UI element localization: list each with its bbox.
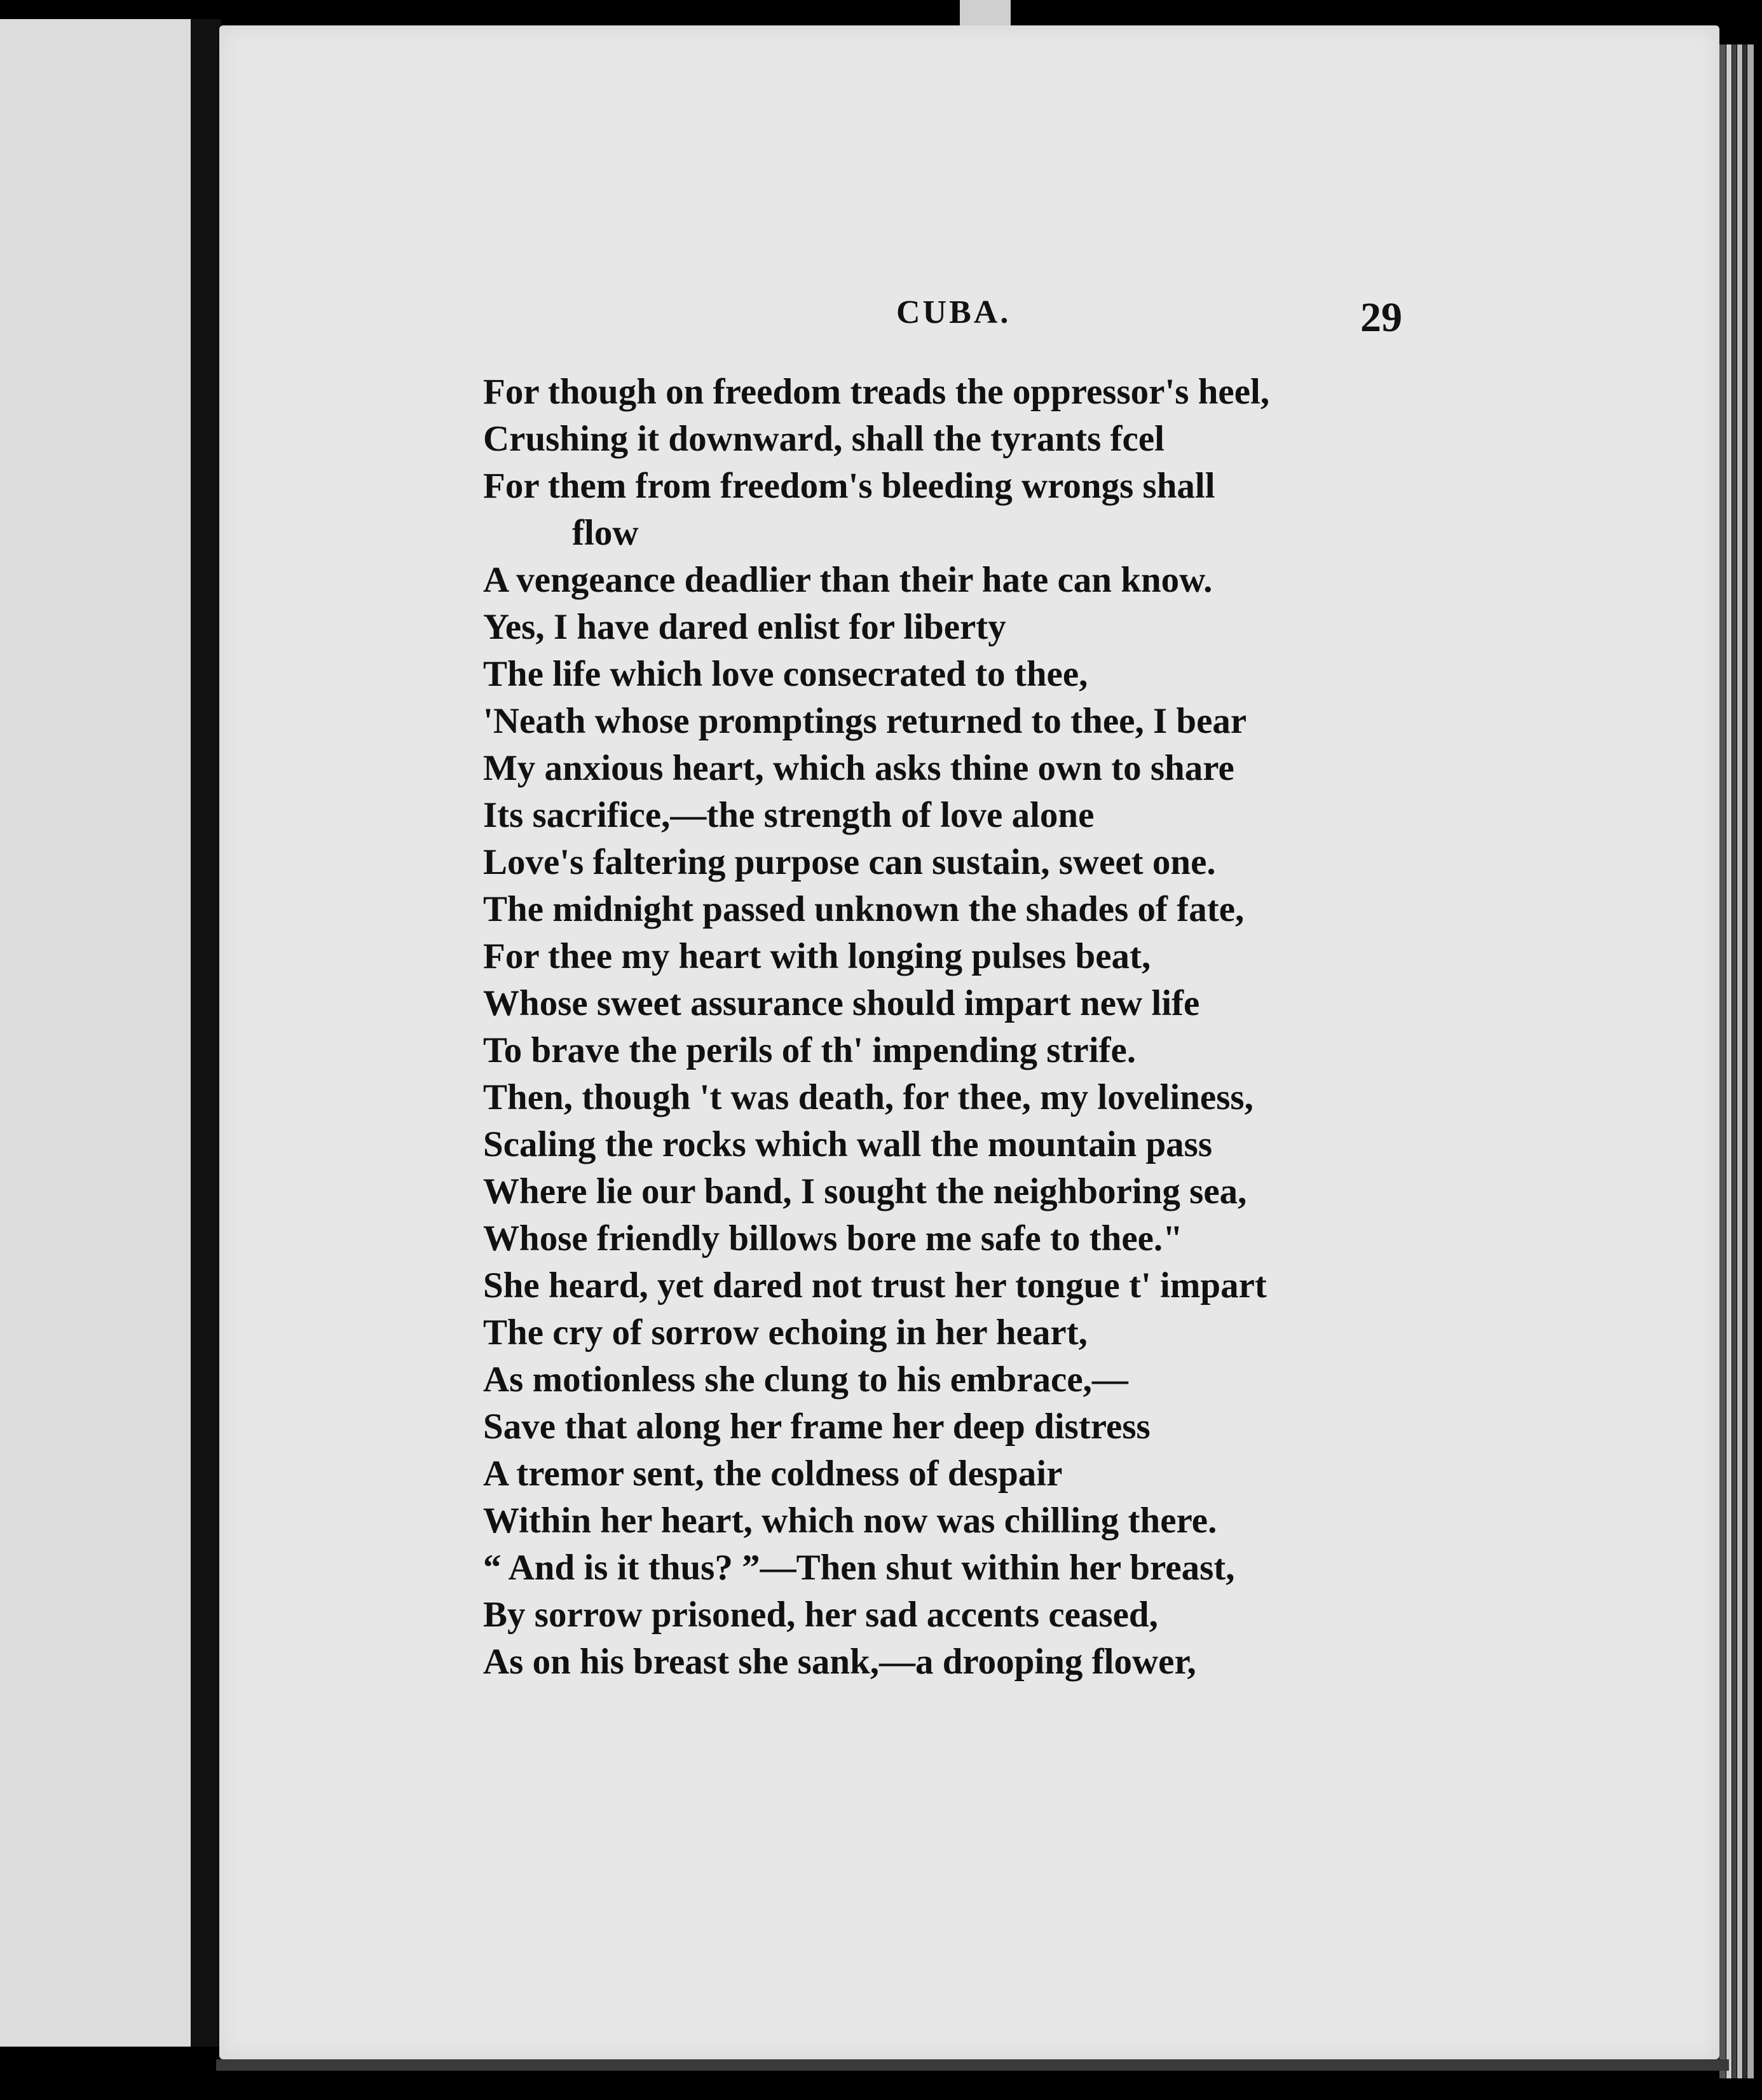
verse-line: As motionless she clung to his embrace,— [483,1360,1128,1400]
verse-line: The cry of sorrow echoing in her heart, [483,1312,1088,1353]
page-edge [1743,44,1747,2078]
verse-line: For them from freedom's bleeding wrongs shall [483,466,1215,506]
verse-line: Yes, I have dared enlist for liberty [483,607,1006,647]
page-number: 29 [1360,294,1402,341]
verse-line-turnover: flow [572,513,639,553]
page-edge [1747,44,1754,2078]
verse-line: Whose sweet assurance should impart new life [483,983,1200,1023]
verse-line: As on his breast she sank,—a drooping flower, [483,1642,1196,1682]
verse-line: Within her heart, which now was chilling there. [483,1501,1217,1541]
verse-line: Crushing it downward, shall the tyrants fcel [483,419,1164,459]
verse-line: By sorrow prisoned, her sad accents ceased, [483,1595,1158,1635]
verse-line: A vengeance deadlier than their hate can know. [483,560,1213,600]
running-head: CUBA. [896,294,1011,331]
verse-line: “ And is it thus? ”—Then shut within her breast, [483,1548,1235,1588]
verse-line: To brave the perils of th' impending strife. [483,1030,1137,1070]
page-edge [1737,44,1742,2078]
page-edge [1732,44,1737,2078]
page-edge [1726,44,1731,2078]
verse-line: The midnight passed unknown the shades of fate, [483,889,1245,929]
verse-line: She heard, yet dared not trust her tongue t' impart [483,1265,1267,1306]
verse-line: For though on freedom treads the oppressor's heel, [483,372,1270,412]
page-edge [1719,44,1726,2078]
verse-line: Save that along her frame her deep distress [483,1407,1151,1447]
verse-line: Love's faltering purpose can sustain, sweet one. [483,842,1216,882]
verse-line: Scaling the rocks which wall the mountain pass [483,1124,1213,1164]
verse-line: 'Neath whose promptings returned to thee, I bear [483,701,1247,741]
page-bottom-edge [216,2059,1729,2071]
verse-line: My anxious heart, which asks thine own to share [483,748,1234,788]
book-binding [191,19,221,2047]
verse-line: Then, though 't was death, for thee, my loveliness, [483,1077,1253,1117]
poem-text [483,369,1424,1686]
verse-line: A tremor sent, the coldness of despair [483,1454,1063,1494]
verse-line: Whose friendly billows bore me safe to thee." [483,1218,1183,1258]
verse-line: For thee my heart with longing pulses beat, [483,936,1151,976]
verse-line: Its sacrifice,—the strength of love alone [483,795,1095,835]
verse-line: Where lie our band, I sought the neighboring sea, [483,1171,1247,1211]
left-facing-page [0,19,195,2047]
verse-line: The life which love consecrated to thee, [483,654,1088,694]
